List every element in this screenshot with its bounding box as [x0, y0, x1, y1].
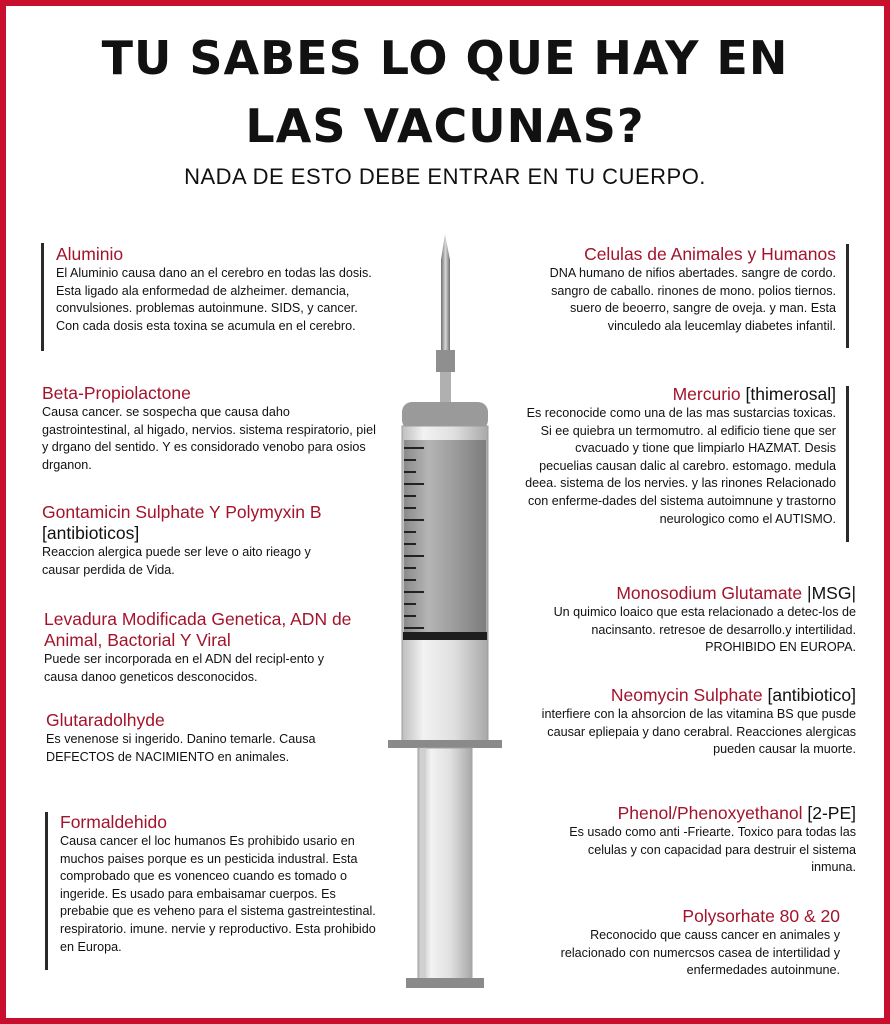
ingredient-body: El Aluminio causa dano an el cerebro en todas las dosis. Esta ligado ala enformedad de alzheimer. demancia, convulsiones. problemas autoinmune. SIDS, y cancer. Con cada dosis esta toxina se acumula en el cerebro. [56, 266, 372, 333]
ingredient-title: Levadura Modificada Genetica, ADN de Animal, Bactorial Y Viral [44, 609, 352, 650]
title-extra: |MSG| [807, 583, 856, 603]
ingredient-body: interfiere con la ahsorcion de las vitamina BS que pusde causar epliepaia y dano cerabral. Reacciones alergicas pueden causar la muorte. [541, 707, 856, 757]
accent-bar [846, 244, 849, 348]
ingredient-body: Causa cancer. se sospecha que causa daho gastrointestinal, al higado, nervios. sistema respiratorio, piel y drgano del sentido. Y es considorado venobo para osios drganon. [42, 405, 376, 472]
title-extra: [antibioticos] [42, 523, 140, 543]
ingredient-body: DNA humano de nifios abertades. sangre de cordo. sangro de caballo. rinones de mono. polios tiernos. suero de beoerro, sangre de oveja. y man. Esta vinculedo ala leucemlay diabetes infantil. [549, 266, 836, 333]
title-extra: [antibiotico] [767, 685, 856, 705]
ingredient-body: Un quimico loaico que esta relacionado a detec-los de nacinsanto. retresoe de desarrollo.y intertilidad. PROHIBIDO EN EUROPA. [553, 605, 856, 655]
accent-bar [846, 386, 849, 542]
ingredient-body: Es venenose si ingerido. Danino temarle. Causa DEFECTOS de NACIMIENTO en animales. [46, 732, 316, 764]
ingredient-title: Aluminio [56, 244, 124, 264]
title-text: Monosodium Glutamate [616, 583, 803, 603]
ingredient-title [520, 384, 836, 405]
syringe-icon [380, 230, 510, 990]
ingredient-mercurio [520, 384, 836, 528]
ingredient-title [540, 685, 856, 706]
ingredient-title: Polysorhate 80 & 20 [682, 906, 840, 926]
accent-bar [41, 243, 44, 351]
title-text: Gontamicin Sulphate Y Polymyxin B [42, 502, 322, 522]
ingredient-gontamicin [42, 502, 342, 579]
ingredient-title [550, 803, 856, 824]
ingredient-neomycin [540, 685, 856, 759]
title-text: Neomycin Sulphate [610, 685, 763, 705]
ingredient-glutaradolhyde [46, 710, 336, 766]
ingredient-body: Es usado como anti -Friearte. Toxico para todas las celulas y con capacidad para destruir el sistema inmuna. [569, 825, 856, 875]
ingredient-body: Reconocido que causs cancer en animales y relacionado con numercsos casea de intertilidad y enfermedades autoinmune. [560, 928, 840, 978]
title-extra: [2-PE] [807, 803, 856, 823]
ingredient-body: Es reconocide como una de las mas sustarcias toxicas. Si ee quiebra un termomutro. al edificio tiene que ser cvacuado y tione que limpiarlo HAZMAT. Desis pecuelias causan dalic al carebro. estomago. medula deea. sistema de los nervies. y las rinones Relacionado con enferme-dades del sistema autoimnune y trastorno neurologico como el AUTISMO. [525, 406, 836, 526]
ingredient-title: Glutaradolhyde [46, 710, 165, 730]
ingredient-title: Beta-Propiolactone [42, 383, 191, 403]
ingredient-beta-propiolactone [42, 383, 377, 474]
ingredient-levadura [44, 609, 354, 686]
ingredient-title: Celulas de Animales y Humanos [584, 244, 836, 264]
title-extra: [thimerosal] [745, 384, 836, 404]
title-text: Phenol/Phenoxyethanol [617, 803, 803, 823]
ingredient-title [42, 502, 342, 544]
ingredient-body: Puede ser incorporada en el ADN del recipl-ento y causa danoo geneticos desconocidos. [44, 652, 325, 684]
ingredient-aluminio [56, 244, 376, 335]
ingredient-body: Reaccion alergica puede ser leve o aito rieago y causar perdida de Vida. [42, 545, 311, 577]
ingredient-msg [530, 583, 856, 657]
headline-line-2: LAS VACUNAS? [245, 99, 645, 153]
subtitle: NADA DE ESTO DEBE ENTRAR EN TU CUERPO. [184, 164, 706, 189]
ingredient-title [530, 583, 856, 604]
ingredient-phenol [550, 803, 856, 877]
ingredient-celulas [530, 244, 836, 335]
accent-bar [45, 812, 48, 970]
ingredient-title: Formaldehido [60, 812, 167, 832]
title-text: Mercurio [672, 384, 741, 404]
ingredient-formaldehido [60, 812, 380, 956]
ingredient-polysorbate [540, 906, 840, 980]
headline-line-1: TU SABES LO QUE HAY EN [101, 31, 789, 85]
ingredient-body: Causa cancer el loc humanos Es prohibido usario en muchos paises porque es un pesticida industral. Esta comprobado que es vonenceo cuando es tomado o ingeride. Es usado para embaisamar cuerpos. Es prebabie que es veheno para el sistema gastreintestinal. respiratorio. imune. nervie y reproductivo. Esta prohibido en Europa. [60, 834, 376, 954]
